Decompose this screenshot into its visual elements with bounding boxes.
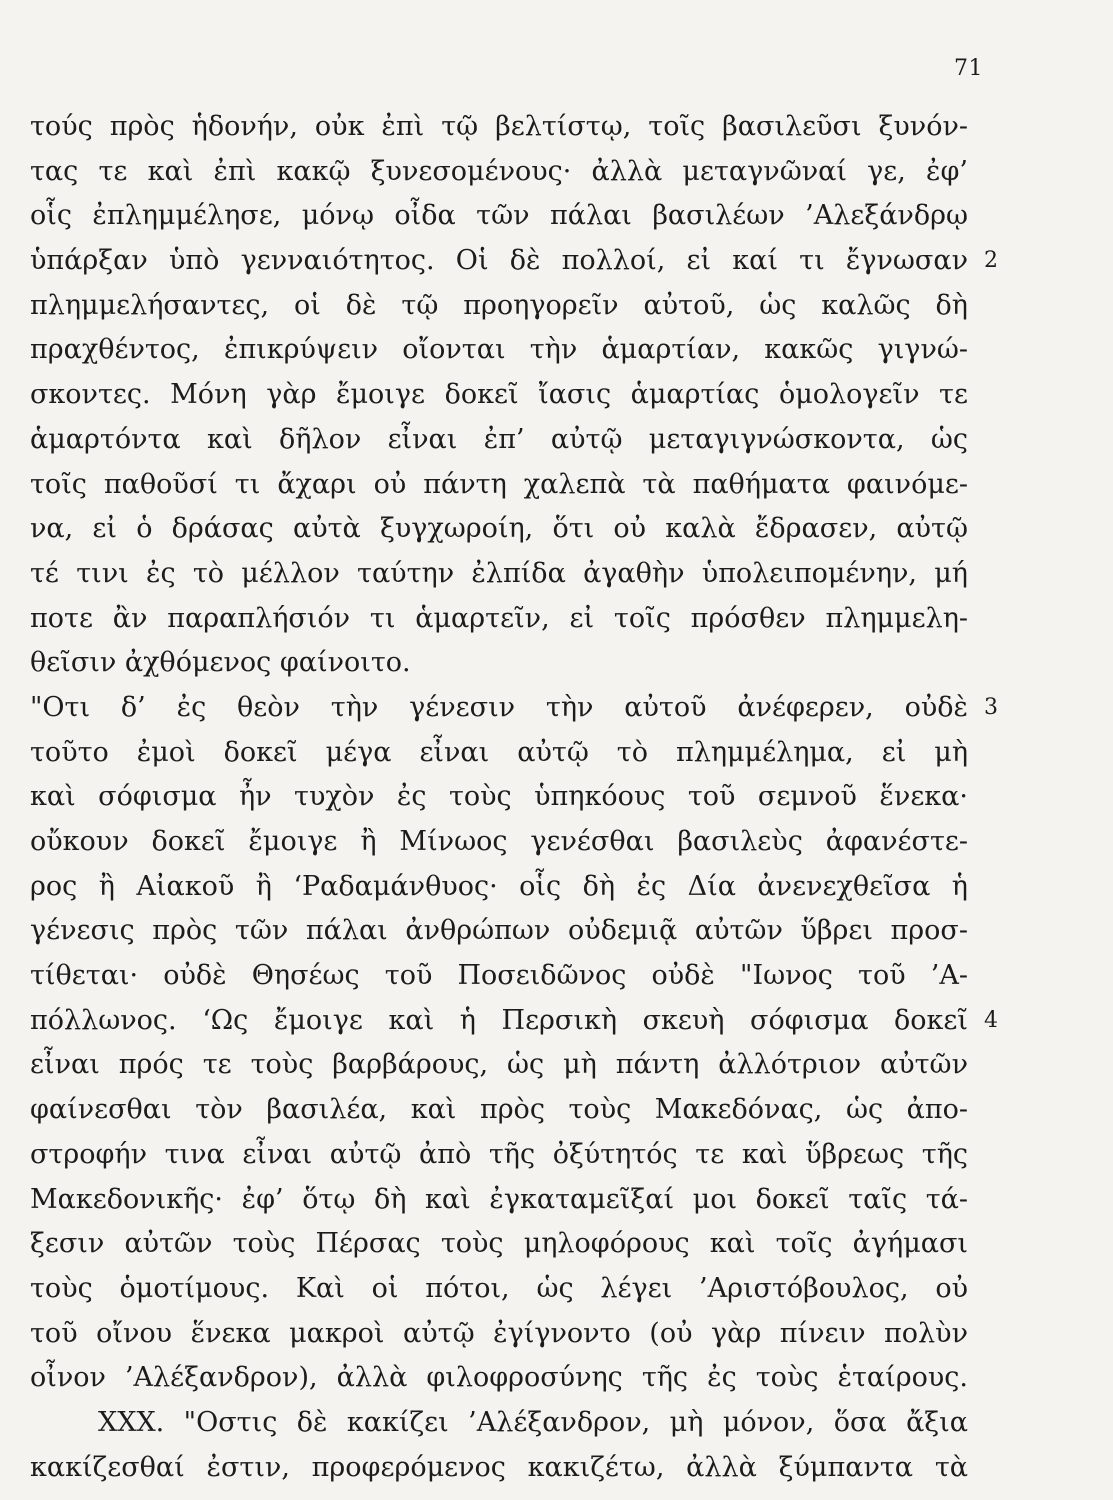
line-text: στροφήν τινα εἶναι αὐτῷ ἀπὸ τῆς ὀξύτητός τε καὶ ὕβρεως τῆς — [30, 1138, 968, 1170]
line-text: ξεσιν αὐτῶν τοὺς Πέρσας τοὺς μηλοφόρους καὶ τοῖς ἀγήμασι — [30, 1228, 968, 1260]
line-text: σκοντες. Μόνη γὰρ ἔμοιγε δοκεῖ ἴασις ἁμαρτίας ὁμολογεῖν τε — [30, 379, 968, 411]
line-text: οἷς ἐπλημμέλησε, μόνῳ οἶδα τῶν πάλαι βασιλέων ’Αλεξάνδρῳ — [30, 200, 968, 232]
text-line — [30, 463, 968, 508]
text-line — [30, 641, 968, 686]
line-text: ποτε ἂν παραπλήσιόν τι ἁμαρτεῖν, εἰ τοῖς πρόσθεν πλημμελη- — [30, 602, 968, 634]
line-text: τας τε καὶ ἐπὶ κακῷ ξυνεσομένους· ἀλλὰ μεταγνῶναί γε, ἐφ’ — [30, 155, 968, 187]
line-text: τίθεται· οὐδὲ Θησέως τοῦ Ποσειδῶνος οὐδὲ "Ιωνος τοῦ ’Α- — [30, 960, 968, 992]
text-line — [30, 1446, 968, 1491]
section-margin-number: 4 — [984, 1007, 998, 1033]
line-text: ἁμαρτόντα καὶ δῆλον εἶναι ἐπ’ αὐτῷ μεταγιγνώσκοντα, ὡς — [30, 423, 968, 455]
line-text: τοῦ οἴνου ἕνεκα μακροὶ αὐτῷ ἐγίγνοντο (οὐ γὰρ πίνειν πολὺν — [30, 1317, 968, 1349]
text-line — [30, 775, 968, 820]
line-text: πλημμελήσαντες, οἱ δὲ τῷ προηγορεῖν αὐτοῦ, ὡς καλῶς δὴ — [30, 289, 968, 321]
line-text: κακίζεσθαί ἐστιν, προφερόμενος κακιζέτω, ἀλλὰ ξύμπαντα τὰ — [30, 1451, 968, 1483]
line-text: να, εἰ ὁ δράσας αὐτὰ ξυγχωροίη, ὅτι οὐ καλὰ ἔδρασεν, αὐτῷ — [30, 513, 968, 545]
line-text: γένεσις πρὸς τῶν πάλαι ἀνθρώπων οὐδεμιᾷ αὐτῶν ὕβρει προσ- — [30, 915, 968, 947]
text-line — [30, 194, 968, 239]
text-line — [30, 284, 968, 329]
text-line — [30, 1401, 968, 1446]
line-text: τέ τινι ἐς τὸ μέλλον ταύτην ἐλπίδα ἀγαθὴν ὑπολειπομένην, μή — [30, 557, 968, 589]
text-line — [30, 1043, 968, 1088]
text-line — [30, 418, 968, 463]
text-line — [30, 686, 998, 731]
line-text: πόλλωνος. ‘Ως ἔμοιγε καὶ ἡ Περσικὴ σκευὴ σόφισμα δοκεῖ — [30, 1004, 968, 1036]
line-text: οἶνον ’Αλέξανδρον), ἀλλὰ φιλοφροσύνης τῆς ἐς τοὺς ἑταίρους. — [30, 1362, 968, 1394]
text-line — [30, 1178, 968, 1223]
page-number: 71 — [954, 56, 983, 81]
section-margin-number: 3 — [984, 694, 998, 720]
text-line — [30, 552, 968, 597]
line-text: "Οτι δ’ ἐς θεὸν τὴν γένεσιν τὴν αὐτοῦ ἀνέφερεν, οὐδὲ — [30, 691, 968, 723]
text-line — [30, 373, 968, 418]
line-text: τοῦτο ἐμοὶ δοκεῖ μέγα εἶναι αὐτῷ τὸ πλημμέλημα, εἰ μὴ — [30, 736, 968, 768]
text-line — [30, 328, 968, 373]
line-text: XXX. "Οστις δὲ κακίζει ’Αλέξανδρον, μὴ μόνον, ὅσα ἄξια — [98, 1406, 968, 1438]
text-line — [30, 820, 968, 865]
text-line — [30, 865, 968, 910]
text-line — [30, 1133, 968, 1178]
text-line — [30, 1356, 968, 1401]
line-text: πραχθέντος, ἐπικρύψειν οἴονται τὴν ἁμαρτίαν, κακῶς γιγνώ- — [30, 334, 968, 366]
text-line — [30, 731, 968, 776]
line-text: ρος ἢ Αἰακοῦ ἢ ‘Ραδαμάνθυος· οἷς δὴ ἐς Δία ἀνενεχθεῖσα ἡ — [30, 870, 968, 902]
greek-text-body — [30, 105, 998, 1490]
text-line — [30, 954, 968, 999]
text-line — [30, 507, 968, 552]
line-text: εἶναι πρός τε τοὺς βαρβάρους, ὡς μὴ πάντη ἀλλότριον αὐτῶν — [30, 1049, 968, 1081]
text-line — [30, 239, 998, 284]
line-text: θεῖσιν ἀχθόμενος φαίνοιτο. — [30, 647, 411, 679]
text-line — [30, 999, 998, 1044]
line-text: καὶ σόφισμα ἦν τυχὸν ἐς τοὺς ὑπηκόους τοῦ σεμνοῦ ἕνεκα· — [30, 781, 968, 813]
text-line — [30, 1267, 968, 1312]
line-text: τούς πρὸς ἡδονήν, οὐκ ἐπὶ τῷ βελτίστῳ, τοῖς βασιλεῦσι ξυνόν- — [30, 111, 968, 142]
text-line — [30, 105, 968, 150]
line-text: οὔκουν δοκεῖ ἔμοιγε ἢ Μίνωος γενέσθαι βασιλεὺς ἀφανέστε- — [30, 826, 968, 857]
section-margin-number: 2 — [984, 248, 998, 274]
text-line — [30, 1312, 968, 1357]
line-text: ὑπάρξαν ὑπὸ γενναιότητος. Οἱ δὲ πολλοί, εἰ καί τι ἔγνωσαν — [30, 245, 968, 277]
text-line — [30, 1222, 968, 1267]
line-text: φαίνεσθαι τὸν βασιλέα, καὶ πρὸς τοὺς Μακεδόνας, ὡς ἀπο- — [30, 1094, 968, 1126]
line-text: Μακεδονικῆς· ἐφ’ ὅτῳ δὴ καὶ ἐγκαταμεῖξαί μοι δοκεῖ ταῖς τά- — [30, 1183, 968, 1215]
line-text: τοῖς παθοῦσί τι ἄχαρι οὐ πάντη χαλεπὰ τὰ παθήματα φαινόμε- — [30, 468, 968, 500]
text-line — [30, 1088, 968, 1133]
text-line — [30, 909, 968, 954]
text-line — [30, 150, 968, 195]
text-line — [30, 597, 968, 642]
line-text: τοὺς ὁμοτίμους. Καὶ οἱ πότοι, ὡς λέγει ’Αριστόβουλος, οὐ — [30, 1272, 968, 1304]
